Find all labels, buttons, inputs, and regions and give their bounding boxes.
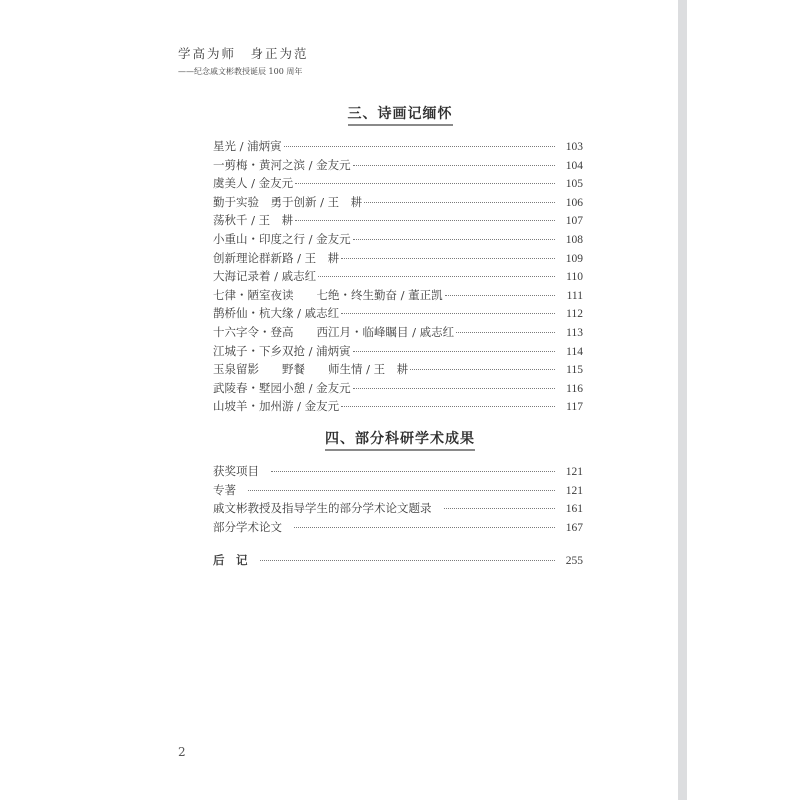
leader-dots <box>295 182 555 184</box>
toc-entry-page: 109 <box>565 252 583 265</box>
toc-entry[interactable] <box>213 249 583 268</box>
leader-dots <box>271 470 555 472</box>
toc-section-3 <box>213 137 583 416</box>
toc-entry[interactable] <box>213 304 583 323</box>
toc-entry-page: 115 <box>566 364 583 377</box>
toc-entry-page: 105 <box>565 178 583 191</box>
toc-entry[interactable] <box>213 342 583 361</box>
leader-dots <box>456 331 555 333</box>
leader-dots <box>410 368 555 370</box>
toc-entry-page: 114 <box>566 345 583 358</box>
section-heading-4 <box>0 428 800 451</box>
toc-entry-page: 103 <box>565 141 583 153</box>
leader-dots <box>341 405 555 407</box>
running-head <box>178 44 309 77</box>
toc-entry[interactable] <box>213 499 583 518</box>
section-heading-3-text: 三、诗画记缅怀 <box>348 103 453 126</box>
toc-entry[interactable] <box>213 286 583 305</box>
toc-entry-page: 108 <box>565 233 583 246</box>
toc-entry-title: 鹊桥仙・杭大缘 / 戚志红 <box>213 306 340 321</box>
toc-entry-page: 106 <box>565 196 583 209</box>
toc-entry-page: 107 <box>565 215 583 228</box>
toc-entry-afterword[interactable] <box>213 551 583 570</box>
toc-entry-title: 大海记录着 / 戚志红 <box>213 269 317 284</box>
leader-dots <box>341 312 555 314</box>
toc-entry-title: 部分学术论文 <box>213 519 282 534</box>
toc-entry[interactable] <box>213 137 583 156</box>
section-heading-3 <box>0 103 800 126</box>
toc-entry-page: 116 <box>566 382 583 395</box>
toc-entry-page: 161 <box>565 503 583 516</box>
toc-entry[interactable] <box>213 379 583 398</box>
leader-dots <box>318 275 555 277</box>
toc-entry-page: 110 <box>566 271 583 284</box>
leader-dots <box>294 526 555 528</box>
toc-entry[interactable] <box>213 267 583 286</box>
toc-entry[interactable] <box>213 360 583 379</box>
toc-afterword <box>213 551 583 570</box>
toc-entry-title: 勤于实验 勇于创新 / 王 耕 <box>213 194 363 209</box>
toc-entry-title: 专著 <box>213 482 236 497</box>
page-number: 2 <box>178 745 186 759</box>
leader-dots <box>445 294 555 296</box>
toc-entry[interactable] <box>213 174 583 193</box>
toc-entry-title: 武陵春・墅园小憩 / 金友元 <box>213 380 351 395</box>
toc-entry-title: 十六字令・登高 西江月・临峰瞩目 / 戚志红 <box>213 324 455 339</box>
toc-entry[interactable] <box>213 481 583 500</box>
leader-dots <box>248 489 555 491</box>
leader-dots <box>444 507 556 509</box>
leader-dots <box>353 164 555 166</box>
toc-entry[interactable] <box>213 211 583 230</box>
toc-entry-title: 戚文彬教授及指导学生的部分学术论文题录 <box>213 501 432 516</box>
toc-entry[interactable] <box>213 462 583 481</box>
toc-entry-page: 255 <box>565 555 583 567</box>
toc-entry-page: 111 <box>566 289 583 302</box>
toc-entry-title: 星光 / 浦炳寅 <box>213 139 282 153</box>
toc-entry-title: 创新理论群新路 / 王 耕 <box>213 250 340 265</box>
toc-entry[interactable] <box>213 397 583 416</box>
toc-entry-title: 虞美人 / 金友元 <box>213 176 294 191</box>
leader-dots <box>353 387 555 389</box>
toc-entry[interactable] <box>213 156 583 175</box>
toc-entry-page: 113 <box>566 326 583 339</box>
running-head-subtitle: ——纪念戚文彬教授诞辰 100 周年 <box>178 67 303 76</box>
toc-entry[interactable] <box>213 323 583 342</box>
toc-entry-title: 玉泉留影 野餐 师生情 / 王 耕 <box>213 362 409 377</box>
toc-entry-title: 获奖项目 <box>213 464 259 478</box>
leader-dots <box>353 238 555 240</box>
toc-entry-page: 112 <box>566 308 583 321</box>
leader-dots <box>353 350 555 352</box>
leader-dots <box>364 201 555 203</box>
toc-entry[interactable] <box>213 230 583 249</box>
toc-entry-page: 121 <box>565 484 583 497</box>
toc-entry-title: 七律・陋室夜读 七绝・终生勤奋 / 董正凯 <box>213 287 443 302</box>
running-head-title: 学高为师 身正为范 <box>178 46 309 61</box>
toc-entry-page: 167 <box>565 521 583 534</box>
leader-dots <box>260 559 556 561</box>
toc-entry-page: 117 <box>566 401 583 414</box>
toc-entry[interactable] <box>213 518 583 537</box>
section-heading-4-text: 四、部分科研学术成果 <box>325 428 475 451</box>
toc-entry-title: 荡秋千 / 王 耕 <box>213 213 294 228</box>
toc-entry-title: 一剪梅・黄河之滨 / 金友元 <box>213 157 351 172</box>
leader-dots <box>295 219 555 221</box>
toc-entry-title: 后 记 <box>213 553 248 567</box>
toc-entry[interactable] <box>213 193 583 212</box>
toc-entry-page: 104 <box>565 159 583 172</box>
toc-entry-title: 江城子・下乡双抢 / 浦炳寅 <box>213 343 351 358</box>
toc-entry-title: 山坡羊・加州游 / 金友元 <box>213 399 340 414</box>
toc-entry-page: 121 <box>565 466 583 478</box>
toc-entry-title: 小重山・印度之行 / 金友元 <box>213 231 351 246</box>
leader-dots <box>341 257 555 259</box>
leader-dots <box>284 145 555 147</box>
toc-section-4 <box>213 462 583 536</box>
